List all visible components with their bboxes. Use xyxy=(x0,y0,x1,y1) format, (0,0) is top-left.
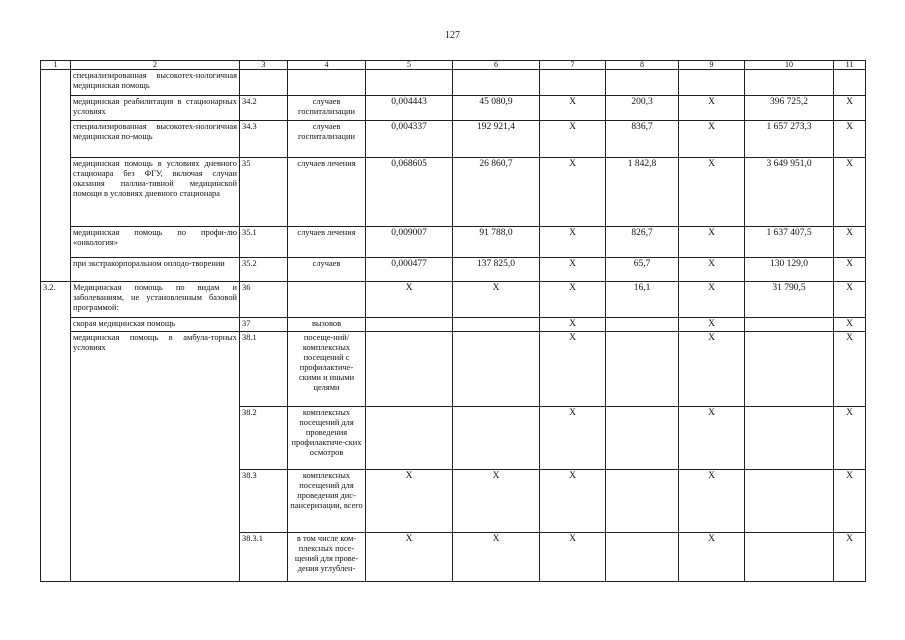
cell-col8 xyxy=(606,332,679,407)
row-code: 38.1 xyxy=(240,332,288,407)
header-cell: 10 xyxy=(745,61,834,70)
cell-col7 xyxy=(540,70,606,96)
header-cell: 1 xyxy=(41,61,71,70)
row-name: при экстракорпоральном оплодо-творении xyxy=(71,258,240,282)
cell-col10 xyxy=(745,533,834,582)
cell-col8: 826,7 xyxy=(606,227,679,258)
cell-col9 xyxy=(679,70,745,96)
row-unit: вызовов xyxy=(288,318,366,332)
cell-col5: 0,004337 xyxy=(366,121,453,158)
cell-col10 xyxy=(745,318,834,332)
row-code: 38.3.1 xyxy=(240,533,288,582)
cell-col7: Х xyxy=(540,282,606,318)
row-name: скорая медицинская помощь xyxy=(71,318,240,332)
cell-col7: Х xyxy=(540,158,606,227)
header-cell: 7 xyxy=(540,61,606,70)
cell-col5: 0,000477 xyxy=(366,258,453,282)
row-code: 35.2 xyxy=(240,258,288,282)
cell-col8: 16,1 xyxy=(606,282,679,318)
cell-col9: Х xyxy=(679,318,745,332)
row-unit xyxy=(288,282,366,318)
page-number: 127 xyxy=(445,30,460,41)
header-cell: 8 xyxy=(606,61,679,70)
row-unit: посеще-ний/комплексных посещений с профилактиче-скими и иными целями xyxy=(288,332,366,407)
cell-col8 xyxy=(606,533,679,582)
row-unit: случаев госпитализации xyxy=(288,96,366,121)
table-row xyxy=(41,121,866,158)
cell-col9: Х xyxy=(679,158,745,227)
row-name: медицинская помощь в условиях дневного стационара без ФГУ, включая случаи оказания паллиа-тивной медицинской помощи в условиях дневного стационара xyxy=(71,158,240,227)
cell-col7: Х xyxy=(540,258,606,282)
cell-col8 xyxy=(606,407,679,470)
cell-col8 xyxy=(606,318,679,332)
cell-col10: 130 129,0 xyxy=(745,258,834,282)
row-name: Медицинская помощь по видам и заболеваниям, не установленным базовой программой: xyxy=(71,282,240,318)
cell-col5: Х xyxy=(366,470,453,533)
cell-col5 xyxy=(366,332,453,407)
cell-col5: Х xyxy=(366,282,453,318)
cell-col5: 0,004443 xyxy=(366,96,453,121)
cell-col6: 45 080,9 xyxy=(453,96,540,121)
cell-col9: Х xyxy=(679,407,745,470)
table-row xyxy=(41,227,866,258)
row-number-cell xyxy=(41,70,71,282)
cell-col8: 836,7 xyxy=(606,121,679,158)
cell-col11: Х xyxy=(834,332,866,407)
row-unit: случаев госпитализации xyxy=(288,121,366,158)
cell-col11: Х xyxy=(834,282,866,318)
cell-col11: Х xyxy=(834,533,866,582)
row-name: медицинская помощь в амбула-торных условиях xyxy=(71,332,240,582)
cell-col9: Х xyxy=(679,282,745,318)
cell-col9: Х xyxy=(679,227,745,258)
cell-col6: Х xyxy=(453,470,540,533)
cell-col5 xyxy=(366,318,453,332)
table-row xyxy=(41,70,866,96)
cell-col5 xyxy=(366,407,453,470)
header-row xyxy=(41,61,866,70)
row-unit: комплексных посещений для проведения дис-пансеризации, всего xyxy=(288,470,366,533)
row-name: медицинская реабилитация в стационарных условиях xyxy=(71,96,240,121)
row-code: 34.3 xyxy=(240,121,288,158)
table-row xyxy=(41,158,866,227)
cell-col10 xyxy=(745,470,834,533)
table-row xyxy=(41,96,866,121)
cell-col10 xyxy=(745,332,834,407)
cell-col6: 137 825,0 xyxy=(453,258,540,282)
row-code: 38.3 xyxy=(240,470,288,533)
cell-col10: 31 790,5 xyxy=(745,282,834,318)
cell-col6 xyxy=(453,332,540,407)
cell-col11: Х xyxy=(834,121,866,158)
cell-col9: Х xyxy=(679,96,745,121)
row-unit: в том числе ком-плексных посе-щений для прове-дения углублен- xyxy=(288,533,366,582)
cell-col9: Х xyxy=(679,533,745,582)
cell-col8: 1 842,8 xyxy=(606,158,679,227)
table-row xyxy=(41,282,866,318)
row-code: 36 xyxy=(240,282,288,318)
cell-col8: 200,3 xyxy=(606,96,679,121)
cell-col6 xyxy=(453,70,540,96)
cell-col6: 192 921,4 xyxy=(453,121,540,158)
header-cell: 3 xyxy=(240,61,288,70)
header-cell: 4 xyxy=(288,61,366,70)
cell-col6: 26 860,7 xyxy=(453,158,540,227)
row-name: медицинская помощь по профи-лю «онкология» xyxy=(71,227,240,258)
table-row xyxy=(41,258,866,282)
cell-col11: Х xyxy=(834,158,866,227)
row-unit: случаев лечения xyxy=(288,227,366,258)
cell-col7: Х xyxy=(540,318,606,332)
cell-col8 xyxy=(606,470,679,533)
header-cell: 9 xyxy=(679,61,745,70)
cell-col9: Х xyxy=(679,332,745,407)
data-table xyxy=(40,60,866,582)
cell-col9: Х xyxy=(679,258,745,282)
cell-col6 xyxy=(453,407,540,470)
row-unit: комплексных посещений для проведения профилактиче-ских осмотров xyxy=(288,407,366,470)
header-cell: 5 xyxy=(366,61,453,70)
cell-col10 xyxy=(745,407,834,470)
row-unit: случаев лечения xyxy=(288,158,366,227)
cell-col7: Х xyxy=(540,96,606,121)
cell-col7: Х xyxy=(540,533,606,582)
cell-col7: Х xyxy=(540,227,606,258)
cell-col11: Х xyxy=(834,407,866,470)
cell-col8 xyxy=(606,70,679,96)
row-code: 38.2 xyxy=(240,407,288,470)
cell-col6: Х xyxy=(453,282,540,318)
cell-col11: Х xyxy=(834,318,866,332)
row-code: 34.2 xyxy=(240,96,288,121)
row-unit xyxy=(288,70,366,96)
row-unit: случаев xyxy=(288,258,366,282)
cell-col7: Х xyxy=(540,332,606,407)
cell-col7: Х xyxy=(540,470,606,533)
cell-col10: 3 649 951,0 xyxy=(745,158,834,227)
cell-col6: 91 788,0 xyxy=(453,227,540,258)
cell-col11: Х xyxy=(834,258,866,282)
cell-col6: Х xyxy=(453,533,540,582)
cell-col10: 396 725,2 xyxy=(745,96,834,121)
cell-col6 xyxy=(453,318,540,332)
cell-col5: 0,068605 xyxy=(366,158,453,227)
cell-col9: Х xyxy=(679,470,745,533)
cell-col11 xyxy=(834,70,866,96)
cell-col8: 65,7 xyxy=(606,258,679,282)
cell-col11: Х xyxy=(834,227,866,258)
cell-col7: Х xyxy=(540,121,606,158)
cell-col5 xyxy=(366,70,453,96)
table-row xyxy=(41,318,866,332)
row-code: 37 xyxy=(240,318,288,332)
cell-col11: Х xyxy=(834,96,866,121)
cell-col5: 0,009007 xyxy=(366,227,453,258)
header-cell: 6 xyxy=(453,61,540,70)
row-number-cell: 3.2. xyxy=(41,282,71,582)
table-row xyxy=(41,332,866,407)
header-cell: 2 xyxy=(71,61,240,70)
cell-col10: 1 637 407,5 xyxy=(745,227,834,258)
cell-col10: 1 657 273,3 xyxy=(745,121,834,158)
cell-col11: Х xyxy=(834,470,866,533)
header-cell: 11 xyxy=(834,61,866,70)
row-code: 35 xyxy=(240,158,288,227)
row-name: специализированная высокотех-нологичная медицинская помощь xyxy=(71,70,240,96)
cell-col5: Х xyxy=(366,533,453,582)
row-code xyxy=(240,70,288,96)
cell-col7: Х xyxy=(540,407,606,470)
cell-col10 xyxy=(745,70,834,96)
row-code: 35.1 xyxy=(240,227,288,258)
cell-col9: Х xyxy=(679,121,745,158)
row-name: специализированная высокотех-нологичная медицинская по-мощь xyxy=(71,121,240,158)
